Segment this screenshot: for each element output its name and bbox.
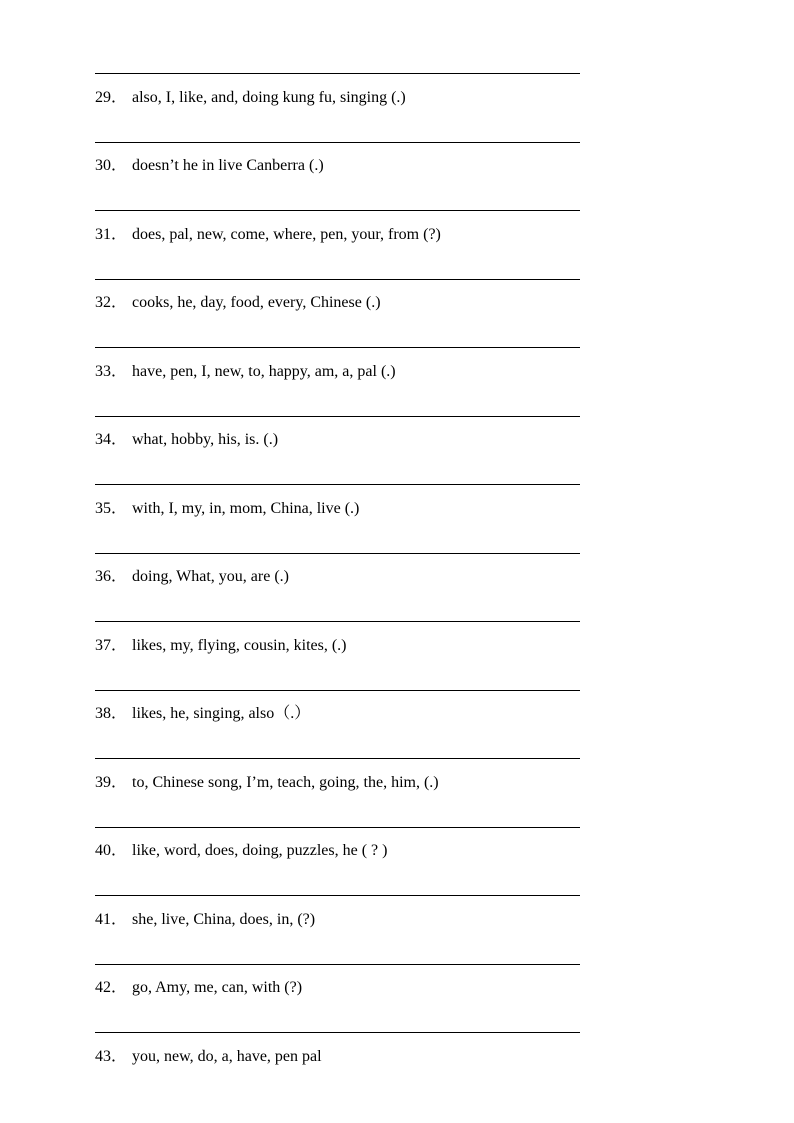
item-words: what, hobby, his, is. (.) <box>132 431 279 448</box>
item-number: 37． <box>95 637 128 654</box>
item-words: she, live, China, does, in, (?) <box>132 911 316 928</box>
exercise-item-42 <box>95 977 655 999</box>
exercise-item-40 <box>95 840 655 862</box>
item-words: to, Chinese song, I’m, teach, going, the, him, (.) <box>132 774 439 791</box>
answer-line <box>95 279 580 280</box>
item-number: 43． <box>95 1048 128 1065</box>
item-number: 31． <box>95 226 128 243</box>
item-words: also, I, like, and, doing kung fu, singing (.) <box>132 89 406 106</box>
exercise-item-38 <box>95 703 655 725</box>
item-number: 41． <box>95 911 128 928</box>
exercise-item-31 <box>95 224 655 246</box>
answer-line <box>95 621 580 622</box>
exercise-item-39 <box>95 772 655 794</box>
answer-line <box>95 553 580 554</box>
item-words: doesn’t he in live Canberra (.) <box>132 157 324 174</box>
answer-line <box>95 142 580 143</box>
item-number: 35． <box>95 500 128 517</box>
item-number: 42． <box>95 979 128 996</box>
answer-line <box>95 1032 580 1033</box>
answer-line <box>95 484 580 485</box>
exercise-item-29 <box>95 87 655 109</box>
exercise-item-32 <box>95 292 655 314</box>
exercise-item-43 <box>95 1046 655 1068</box>
item-words: likes, my, flying, cousin, kites, (.) <box>132 637 347 654</box>
item-words: like, word, does, doing, puzzles, he ( ? ) <box>132 842 388 859</box>
exercise-item-37 <box>95 635 655 657</box>
item-number: 40． <box>95 842 128 859</box>
item-number: 29． <box>95 89 128 106</box>
item-words: does, pal, new, come, where, pen, your, from (?) <box>132 226 441 243</box>
answer-line <box>95 964 580 965</box>
item-words: cooks, he, day, food, every, Chinese (.) <box>132 294 381 311</box>
answer-line <box>95 758 580 759</box>
exercise-item-33 <box>95 361 655 383</box>
item-words: doing, What, you, are (.) <box>132 568 289 585</box>
item-number: 33． <box>95 363 128 380</box>
answer-line <box>95 210 580 211</box>
answer-line <box>95 73 580 74</box>
exercise-item-36 <box>95 566 655 588</box>
answer-line <box>95 347 580 348</box>
exercise-item-30 <box>95 155 655 177</box>
exercise-item-35 <box>95 498 655 520</box>
item-words: with, I, my, in, mom, China, live (.) <box>132 500 360 517</box>
item-words: have, pen, I, new, to, happy, am, a, pal (.) <box>132 363 396 380</box>
exercise-item-41 <box>95 909 655 931</box>
answer-line <box>95 690 580 691</box>
item-number: 36． <box>95 568 128 585</box>
answer-line <box>95 416 580 417</box>
item-number: 39． <box>95 774 128 791</box>
item-words: you, new, do, a, have, pen pal <box>132 1048 322 1065</box>
answer-line <box>95 827 580 828</box>
exercise-item-34 <box>95 429 655 451</box>
item-number: 30． <box>95 157 128 174</box>
item-number: 32． <box>95 294 128 311</box>
answer-line <box>95 895 580 896</box>
item-words: go, Amy, me, can, with (?) <box>132 979 303 996</box>
item-number: 34． <box>95 431 128 448</box>
item-words: likes, he, singing, also（.） <box>132 705 311 722</box>
item-number: 38． <box>95 705 128 722</box>
